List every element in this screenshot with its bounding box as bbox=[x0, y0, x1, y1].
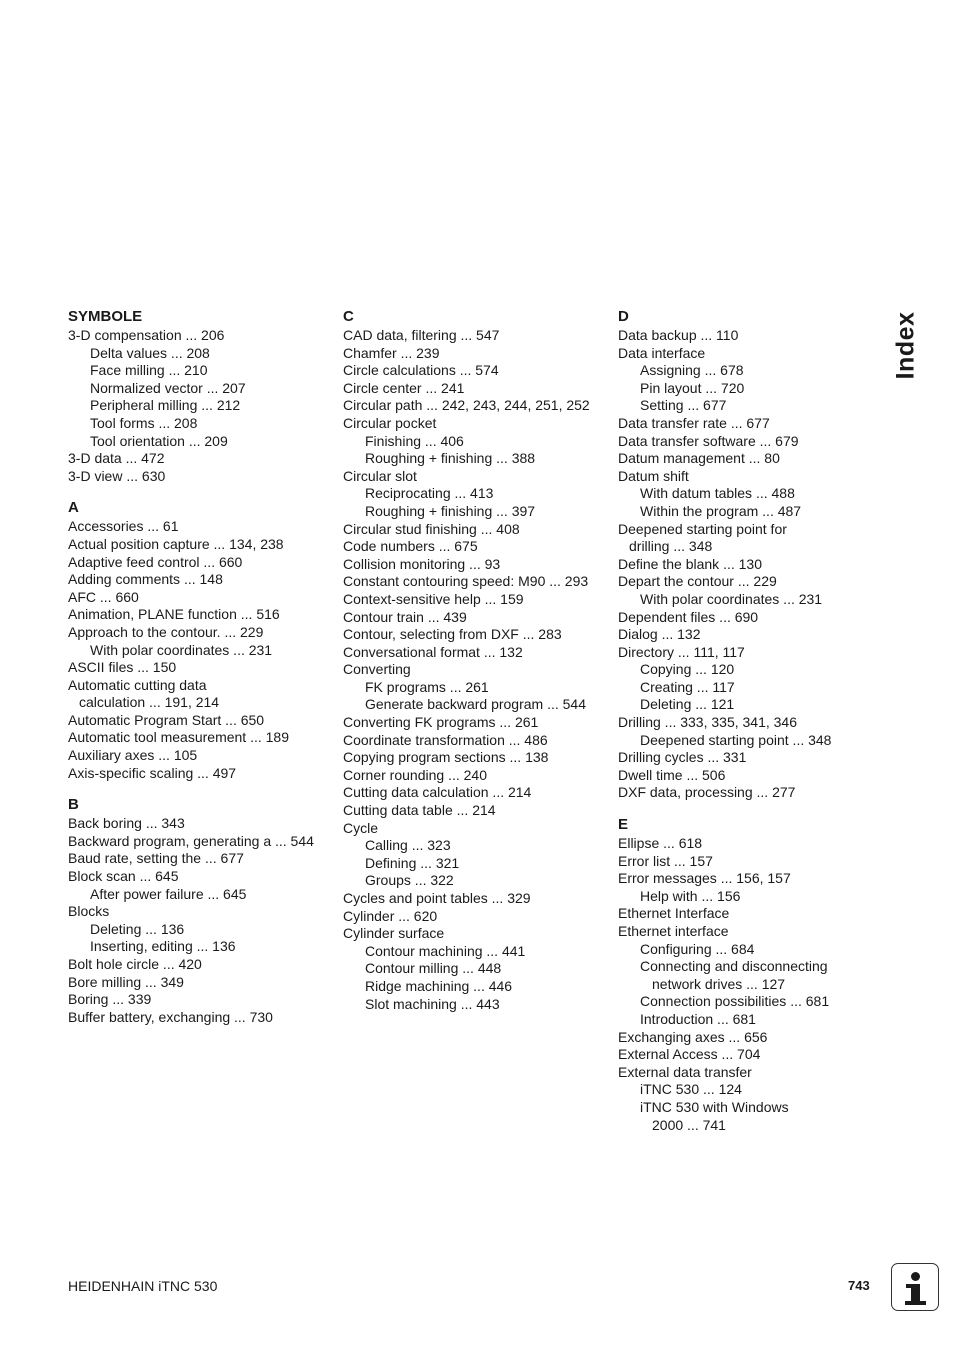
index-entry: ASCII files ... 150 bbox=[68, 659, 177, 676]
index-subentry: 2000 ... 741 bbox=[652, 1116, 726, 1133]
index-subentry: FK programs ... 261 bbox=[365, 678, 489, 695]
index-subentry: Deepened starting point ... 348 bbox=[640, 731, 832, 748]
index-entry: Error list ... 157 bbox=[618, 852, 713, 869]
index-subentry: Reciprocating ... 413 bbox=[365, 485, 494, 502]
index-entry: Automatic cutting data bbox=[68, 676, 207, 693]
index-subentry: Setting ... 677 bbox=[640, 397, 727, 414]
index-entry: Contour train ... 439 bbox=[343, 608, 467, 625]
section-letter: A bbox=[68, 499, 79, 517]
index-entry: Data transfer software ... 679 bbox=[618, 432, 799, 449]
index-entry: Define the blank ... 130 bbox=[618, 555, 762, 572]
index-entry: Animation, PLANE function ... 516 bbox=[68, 606, 280, 623]
index-subentry: Roughing + finishing ... 397 bbox=[365, 502, 536, 519]
index-entry: Converting bbox=[343, 661, 411, 678]
index-section bbox=[68, 499, 336, 782]
index-subentry: Normalized vector ... 207 bbox=[90, 379, 246, 396]
index-entry: Circular pocket bbox=[343, 414, 437, 431]
index-entry: Automatic tool measurement ... 189 bbox=[68, 729, 289, 746]
index-subentry: Generate backward program ... 544 bbox=[365, 696, 587, 713]
index-entry: Cylinder ... 620 bbox=[343, 907, 438, 924]
index-entry: Bolt hole circle ... 420 bbox=[68, 956, 202, 972]
index-subentry: After power failure ... 645 bbox=[90, 885, 247, 902]
index-entry: Actual position capture ... 134, 238 bbox=[68, 535, 284, 552]
index-entry: Drilling ... 333, 335, 341, 346 bbox=[618, 714, 798, 731]
index-subentry: Pin layout ... 720 bbox=[640, 379, 745, 396]
index-entry: Cutting data calculation ... 214 bbox=[343, 784, 532, 801]
index-section bbox=[68, 308, 336, 485]
index-entry: 3-D data ... 472 bbox=[68, 450, 165, 467]
index-entry: Directory ... 111, 117 bbox=[618, 643, 745, 660]
index-entry: External Access ... 704 bbox=[618, 1046, 761, 1063]
index-entry: Ethernet interface bbox=[618, 923, 729, 939]
index-subentry: Delta values ... 208 bbox=[90, 344, 210, 361]
section-letter: SYMBOLE bbox=[68, 308, 143, 325]
index-entry: Code numbers ... 675 bbox=[343, 538, 478, 555]
index-subentry: Assigning ... 678 bbox=[640, 362, 744, 379]
index-entry: Bore milling ... 349 bbox=[68, 973, 184, 990]
footer-product: HEIDENHAIN iTNC 530 bbox=[68, 1278, 218, 1294]
index-entry: Backward program, generating a ... 544 bbox=[68, 832, 314, 849]
index-subentry: Tool forms ... 208 bbox=[90, 414, 198, 431]
index-entry: Drilling cycles ... 331 bbox=[618, 749, 747, 766]
index-entry: Dialog ... 132 bbox=[618, 626, 701, 643]
index-entry: Ethernet Interface bbox=[618, 905, 730, 922]
section-letter: E bbox=[618, 816, 629, 834]
index-entry: Data backup ... 110 bbox=[618, 327, 739, 343]
index-entry: Circle center ... 241 bbox=[343, 379, 465, 396]
index-subentry: Ridge machining ... 446 bbox=[365, 977, 513, 994]
index-section bbox=[618, 308, 886, 802]
index-entry: Blocks bbox=[68, 903, 110, 920]
index-subentry: Inserting, editing ... 136 bbox=[90, 938, 236, 955]
index-entry: Circular stud finishing ... 408 bbox=[343, 520, 520, 537]
index-entry: Approach to the contour. ... 229 bbox=[68, 623, 264, 640]
index-subentry: With polar coordinates ... 231 bbox=[90, 641, 273, 658]
section-letter: D bbox=[618, 308, 629, 325]
page-number: 743 bbox=[848, 1278, 870, 1293]
index-section bbox=[68, 796, 336, 1026]
info-icon bbox=[891, 1263, 939, 1311]
index-side-title bbox=[886, 310, 926, 380]
index-entry: Converting FK programs ... 261 bbox=[343, 714, 539, 731]
index-entry: Context-sensitive help ... 159 bbox=[343, 590, 524, 607]
index-entry: Cycle bbox=[343, 819, 379, 836]
index-subentry: iTNC 530 ... 124 bbox=[640, 1081, 742, 1098]
index-subentry: calculation ... 191, 214 bbox=[79, 694, 220, 711]
index-entry: Boring ... 339 bbox=[68, 991, 152, 1008]
index-entry: Depart the contour ... 229 bbox=[618, 573, 777, 590]
index-subentry: Tool orientation ... 209 bbox=[90, 432, 228, 449]
index-subentry: Creating ... 117 bbox=[640, 678, 735, 695]
index-entry: Dwell time ... 506 bbox=[618, 766, 726, 783]
index-subentry: Configuring ... 684 bbox=[640, 940, 755, 957]
section-letter: C bbox=[343, 308, 354, 325]
index-subentry: With datum tables ... 488 bbox=[640, 485, 795, 502]
index-entry: Auxiliary axes ... 105 bbox=[68, 747, 198, 764]
index-section bbox=[343, 308, 611, 1013]
index-column-2 bbox=[343, 308, 611, 1027]
index-entry: Ellipse ... 618 bbox=[618, 835, 703, 852]
index-subentry: Copying ... 120 bbox=[640, 661, 735, 678]
index-entry: Buffer battery, exchanging ... 730 bbox=[68, 1008, 273, 1025]
index-column-1 bbox=[68, 308, 336, 1040]
index-subentry: iTNC 530 with Windows bbox=[640, 1098, 789, 1115]
index-subentry: Peripheral milling ... 212 bbox=[90, 397, 241, 414]
index-entry: Adaptive feed control ... 660 bbox=[68, 553, 243, 570]
index-entry: Dependent files ... 690 bbox=[618, 608, 759, 625]
index-entry: Data interface bbox=[618, 344, 706, 361]
index-column-3 bbox=[618, 308, 886, 1148]
index-entry: DXF data, processing ... 277 bbox=[618, 784, 796, 801]
index-entry: Automatic Program Start ... 650 bbox=[68, 711, 265, 728]
index-entry: Circle calculations ... 574 bbox=[343, 362, 499, 379]
index-subentry: Roughing + finishing ... 388 bbox=[365, 450, 536, 467]
index-entry: Coordinate transformation ... 486 bbox=[343, 731, 548, 748]
index-subentry: Connection possibilities ... 681 bbox=[640, 993, 830, 1010]
index-entry: Cycles and point tables ... 329 bbox=[343, 890, 531, 906]
index-subentry: Calling ... 323 bbox=[365, 837, 451, 854]
index-entry: Contour, selecting from DXF ... 283 bbox=[343, 626, 562, 643]
index-entry: Cutting data table ... 214 bbox=[343, 802, 496, 819]
index-subentry: Slot machining ... 443 bbox=[365, 995, 500, 1012]
index-entry: Exchanging axes ... 656 bbox=[618, 1028, 768, 1045]
index-subentry: network drives ... 127 bbox=[652, 975, 786, 992]
index-subentry: Face milling ... 210 bbox=[90, 362, 208, 379]
index-subentry: With polar coordinates ... 231 bbox=[640, 590, 823, 607]
index-entry: 3-D compensation ... 206 bbox=[68, 327, 225, 343]
index-entry: Circular path ... 242, 243, 244, 251, 252 bbox=[343, 397, 590, 414]
index-subentry: Contour milling ... 448 bbox=[365, 960, 502, 977]
index-entry: Datum shift bbox=[618, 467, 689, 484]
index-subentry: Contour machining ... 441 bbox=[365, 942, 526, 959]
index-entry: Datum management ... 80 bbox=[618, 450, 780, 467]
index-subentry: Finishing ... 406 bbox=[365, 432, 464, 449]
index-entry: Corner rounding ... 240 bbox=[343, 766, 487, 783]
index-section bbox=[618, 816, 886, 1134]
index-entry: Block scan ... 645 bbox=[68, 868, 179, 885]
index-subentry: Within the program ... 487 bbox=[640, 502, 802, 519]
index-entry: Circular slot bbox=[343, 467, 417, 484]
index-subentry: Help with ... 156 bbox=[640, 887, 741, 904]
index-entry: Conversational format ... 132 bbox=[343, 643, 523, 660]
index-side-title-text: Index bbox=[891, 311, 920, 379]
index-subentry: drilling ... 348 bbox=[629, 538, 713, 555]
index-subentry: Defining ... 321 bbox=[365, 854, 460, 871]
index-subentry: Deleting ... 136 bbox=[90, 920, 185, 937]
index-entry: Adding comments ... 148 bbox=[68, 571, 223, 588]
index-subentry: Deleting ... 121 bbox=[640, 696, 735, 713]
index-entry: Accessories ... 61 bbox=[68, 518, 179, 535]
index-subentry: Groups ... 322 bbox=[365, 872, 454, 889]
index-entry: 3-D view ... 630 bbox=[68, 467, 166, 484]
index-subentry: Connecting and disconnecting bbox=[640, 958, 828, 975]
index-entry: Data transfer rate ... 677 bbox=[618, 414, 770, 431]
index-entry: Axis-specific scaling ... 497 bbox=[68, 764, 237, 781]
index-entry: Cylinder surface bbox=[343, 925, 445, 942]
index-entry: Collision monitoring ... 93 bbox=[343, 555, 501, 572]
index-entry: External data transfer bbox=[618, 1063, 752, 1080]
section-letter: B bbox=[68, 796, 79, 814]
index-entry: Baud rate, setting the ... 677 bbox=[68, 850, 244, 867]
index-entry: Error messages ... 156, 157 bbox=[618, 870, 791, 887]
index-entry: Deepened starting point for bbox=[618, 520, 787, 537]
index-entry: Copying program sections ... 138 bbox=[343, 749, 549, 766]
index-entry: Chamfer ... 239 bbox=[343, 344, 440, 361]
index-entry: AFC ... 660 bbox=[68, 588, 139, 605]
index-entry: CAD data, filtering ... 547 bbox=[343, 327, 500, 343]
index-subentry: Introduction ... 681 bbox=[640, 1010, 756, 1027]
index-entry: Back boring ... 343 bbox=[68, 815, 185, 832]
index-entry: Constant contouring speed: M90 ... 293 bbox=[343, 573, 589, 590]
